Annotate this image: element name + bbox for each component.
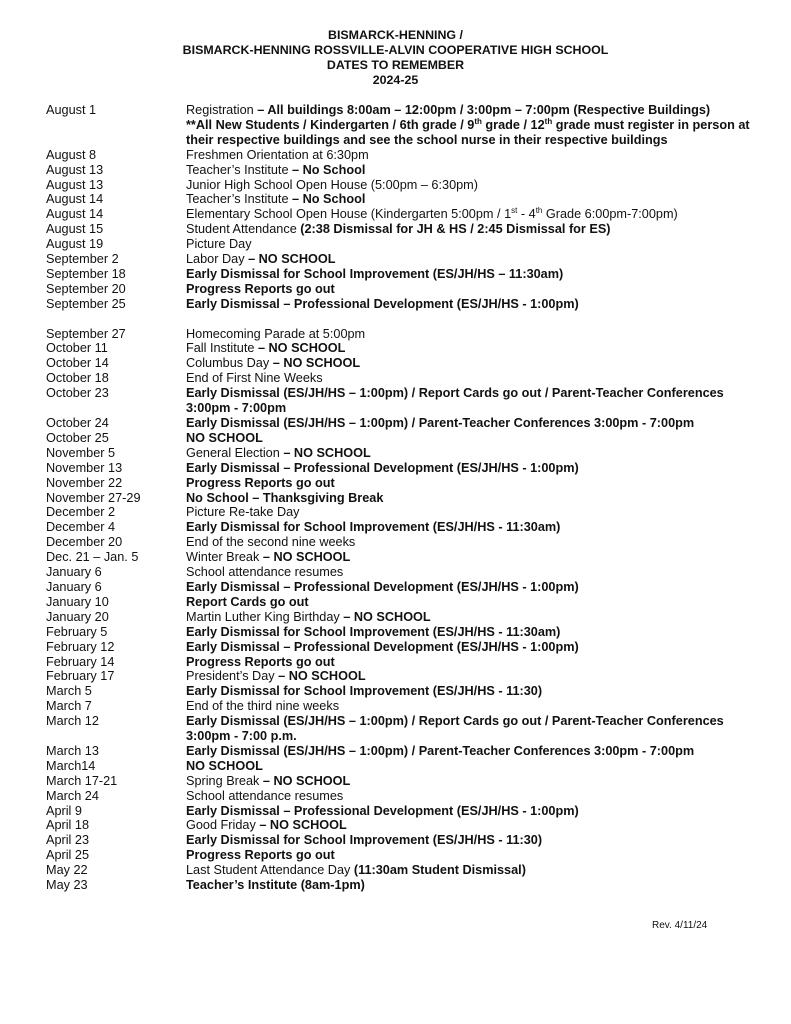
- event-date: March 12: [46, 714, 99, 729]
- event-date: October 25: [46, 430, 109, 445]
- event-date: March 13: [46, 743, 99, 758]
- date-row: [46, 431, 766, 446]
- event-description: [186, 789, 766, 804]
- date-row: [46, 520, 766, 535]
- bold-text: (11:30am Student Dismissal): [353, 863, 526, 878]
- event-date: March 17-21: [46, 773, 118, 788]
- text: President’s Day: [186, 669, 279, 684]
- event-description: [186, 520, 766, 535]
- date-row: [46, 818, 766, 833]
- bold-text: – No School: [292, 162, 366, 177]
- date-row: [46, 863, 766, 878]
- event-description: [186, 550, 766, 565]
- date-row: [46, 461, 766, 476]
- date-row: [46, 833, 766, 848]
- text: Labor Day: [186, 252, 249, 267]
- date-row: [46, 789, 766, 804]
- bold-text: – NO SCHOOL: [272, 356, 361, 371]
- text: Winter Break: [186, 550, 263, 565]
- event-description: [186, 833, 766, 848]
- date-row: [46, 192, 766, 207]
- event-date: December 2: [46, 505, 116, 520]
- date-row: [46, 684, 766, 699]
- date-row: [46, 163, 766, 178]
- bold-text: – All buildings 8:00am – 12:00pm / 3:00pm – 7:00pm (Respective Buildings): [257, 103, 711, 117]
- bold-text: Early Dismissal for School Improvement (ES/JH/HS – 11:30am): [186, 266, 564, 281]
- bold-text: Early Dismissal (ES/JH/HS – 1:00pm) / Report Cards go out / Parent-Teacher Conferences 3:00pm - 7:00pm: [186, 386, 724, 416]
- text: Picture Day: [186, 237, 252, 252]
- event-date: August 14: [46, 207, 104, 222]
- event-date: April 25: [46, 848, 90, 863]
- event-date: March 5: [46, 684, 92, 699]
- bold-text: Early Dismissal for School Improvement (ES/JH/HS - 11:30): [186, 684, 543, 699]
- bold-text: NO SCHOOL: [186, 758, 263, 773]
- bold-text: NO SCHOOL: [186, 430, 263, 445]
- bold-text: grade must register in person at their respective buildings and see the school nurse in their respective buildings: [186, 117, 750, 147]
- event-date: March14: [46, 758, 96, 773]
- event-date: August 19: [46, 237, 104, 252]
- text: Teacher’s Institute: [186, 192, 293, 207]
- event-description: [186, 476, 766, 491]
- event-description: [186, 655, 766, 670]
- document-title: DATES TO REMEMBER: [326, 57, 465, 72]
- event-date: January 20: [46, 609, 109, 624]
- bold-text: Early Dismissal for School Improvement (ES/JH/HS - 11:30am): [186, 520, 561, 535]
- event-description: [186, 699, 766, 714]
- event-description: [186, 148, 766, 163]
- event-date: September 27: [46, 326, 126, 341]
- event-date: February 12: [46, 639, 115, 654]
- bold-text: – NO SCHOOL: [262, 773, 351, 788]
- event-description: [186, 774, 766, 789]
- event-description: [186, 297, 766, 312]
- bold-text: Early Dismissal for School Improvement (ES/JH/HS - 11:30am): [186, 624, 561, 639]
- text: School attendance resumes: [186, 565, 344, 580]
- bold-text: – NO SCHOOL: [262, 550, 351, 565]
- date-row: [46, 371, 766, 386]
- event-date: August 1: [46, 103, 97, 117]
- text: School attendance resumes: [186, 788, 344, 803]
- date-row: [46, 222, 766, 237]
- event-date: August 8: [46, 147, 97, 162]
- date-row: [46, 640, 766, 655]
- event-description: [186, 178, 766, 193]
- date-row: [46, 848, 766, 863]
- event-description: [186, 461, 766, 476]
- text: Registration: [186, 103, 258, 117]
- event-date: February 17: [46, 669, 115, 684]
- bold-text: grade / 12: [481, 117, 545, 132]
- date-row: [46, 699, 766, 714]
- event-description: [186, 714, 766, 744]
- date-row: [46, 327, 766, 342]
- date-row: [46, 595, 766, 610]
- text: - 4: [517, 207, 536, 222]
- bold-text: – No School: [292, 192, 366, 207]
- date-row: [46, 282, 766, 297]
- event-description: [186, 327, 766, 342]
- date-row: [46, 356, 766, 371]
- text: End of the second nine weeks: [186, 535, 356, 550]
- text: Elementary School Open House (Kindergarten 5:00pm / 1: [186, 207, 512, 222]
- date-row: [46, 341, 766, 356]
- event-description: [186, 535, 766, 550]
- date-row: [46, 610, 766, 625]
- bold-text: Early Dismissal (ES/JH/HS – 1:00pm) / Parent-Teacher Conferences 3:00pm - 7:00pm: [186, 416, 695, 431]
- event-date: October 23: [46, 386, 109, 401]
- date-row: [46, 103, 766, 148]
- bold-text: – NO SCHOOL: [278, 669, 366, 684]
- event-description: [186, 595, 766, 610]
- bold-text: – NO SCHOOL: [248, 252, 336, 267]
- bold-text: Early Dismissal – Professional Development (ES/JH/HS - 1:00pm): [186, 460, 579, 475]
- event-description: [186, 371, 766, 386]
- date-row: [46, 535, 766, 550]
- revision-date: Rev. 4/11/24: [652, 920, 708, 931]
- date-row: [46, 491, 766, 506]
- date-row: [46, 878, 766, 893]
- event-date: October 14: [46, 356, 109, 371]
- bold-text: Early Dismissal (ES/JH/HS – 1:00pm) / Report Cards go out / Parent-Teacher Conferences 3:00pm - 7:00 p.m.: [186, 714, 724, 744]
- school-year: 2024-25: [372, 72, 419, 87]
- text: Student Attendance: [186, 222, 301, 237]
- date-row: [46, 744, 766, 759]
- text: Picture Re-take Day: [186, 505, 300, 520]
- bold-text: Early Dismissal – Professional Development (ES/JH/HS - 1:00pm): [186, 639, 579, 654]
- event-date: November 22: [46, 475, 123, 490]
- event-description: [186, 103, 766, 148]
- event-description: [186, 386, 766, 416]
- event-date: April 23: [46, 833, 90, 848]
- event-date: February 14: [46, 654, 115, 669]
- text: End of the third nine weeks: [186, 699, 340, 714]
- event-date: Dec. 21 – Jan. 5: [46, 550, 139, 565]
- text: General Election: [186, 445, 284, 460]
- bold-text: Early Dismissal for School Improvement (ES/JH/HS - 11:30): [186, 833, 543, 848]
- event-description: [186, 878, 766, 893]
- text: Columbus Day: [186, 356, 273, 371]
- event-description: [186, 237, 766, 252]
- text: Fall Institute: [186, 341, 258, 356]
- date-row: [46, 625, 766, 640]
- event-description: [186, 610, 766, 625]
- event-description: [186, 505, 766, 520]
- bold-text: – NO SCHOOL: [257, 341, 346, 356]
- event-date: October 24: [46, 416, 109, 431]
- event-description: [186, 759, 766, 774]
- superscript-ordinal: th: [544, 116, 553, 126]
- date-row: [46, 655, 766, 670]
- bold-text: Report Cards go out: [186, 594, 309, 609]
- date-row: [46, 416, 766, 431]
- event-description: [186, 863, 766, 878]
- event-date: January 10: [46, 594, 109, 609]
- event-description: [186, 192, 766, 207]
- date-row: [46, 476, 766, 491]
- superscript-ordinal: th: [474, 116, 482, 126]
- text: Good Friday: [186, 818, 260, 833]
- event-description: [186, 744, 766, 759]
- text: Freshmen Orientation at 6:30pm: [186, 147, 369, 162]
- bold-text: Progress Reports go out: [186, 281, 335, 296]
- bold-text: – NO SCHOOL: [343, 609, 431, 624]
- event-date: November 5: [46, 445, 116, 460]
- event-date: April 18: [46, 818, 90, 833]
- event-date: April 9: [46, 803, 82, 818]
- bold-text: **All New Students / Kindergarten / 6th grade / 9: [186, 117, 475, 132]
- date-row: [46, 774, 766, 789]
- date-row: [46, 267, 766, 282]
- event-description: [186, 640, 766, 655]
- date-row: [46, 148, 766, 163]
- event-date: August 14: [46, 192, 104, 207]
- event-date: March 24: [46, 788, 99, 803]
- event-description: [186, 341, 766, 356]
- event-date: January 6: [46, 579, 102, 594]
- text: Martin Luther King Birthday: [186, 609, 344, 624]
- date-row: [46, 252, 766, 267]
- event-description: [186, 356, 766, 371]
- bold-text: No School – Thanksgiving Break: [186, 490, 384, 505]
- event-description: [186, 565, 766, 580]
- event-description: [186, 580, 766, 595]
- text: End of First Nine Weeks: [186, 371, 323, 386]
- event-description: [186, 252, 766, 267]
- date-row: [46, 804, 766, 819]
- date-row: [46, 297, 766, 312]
- date-row: [46, 505, 766, 520]
- event-description: [186, 804, 766, 819]
- event-date: January 6: [46, 565, 102, 580]
- date-row: [46, 669, 766, 684]
- event-date: August 13: [46, 177, 104, 192]
- event-date: November 13: [46, 460, 123, 475]
- event-date: March 7: [46, 699, 92, 714]
- event-description: [186, 222, 766, 237]
- date-row: [46, 386, 766, 416]
- event-description: [186, 163, 766, 178]
- event-date: December 4: [46, 520, 116, 535]
- event-description: [186, 818, 766, 833]
- event-date: October 11: [46, 341, 108, 356]
- event-date: September 20: [46, 281, 126, 296]
- bold-text: Early Dismissal – Professional Development (ES/JH/HS - 1:00pm): [186, 296, 579, 311]
- bold-text: Early Dismissal (ES/JH/HS – 1:00pm) / Parent-Teacher Conferences 3:00pm - 7:00pm: [186, 743, 695, 758]
- date-row: [46, 446, 766, 461]
- event-date: February 5: [46, 624, 108, 639]
- event-description: [186, 669, 766, 684]
- date-row: [46, 759, 766, 774]
- event-description: [186, 684, 766, 699]
- district-name: BISMARCK-HENNING /: [328, 28, 463, 42]
- event-description: [186, 848, 766, 863]
- event-description: [186, 491, 766, 506]
- school-name: BISMARCK-HENNING ROSSVILLE-ALVIN COOPERATIVE HIGH SCHOOL: [182, 42, 609, 57]
- bold-text: – NO SCHOOL: [259, 818, 347, 833]
- event-date: May 23: [46, 878, 88, 893]
- dates-list: [46, 103, 766, 893]
- date-row: [46, 178, 766, 193]
- event-date: December 20: [46, 535, 123, 550]
- event-date: September 2: [46, 252, 119, 267]
- bold-text: Progress Reports go out: [186, 475, 335, 490]
- event-date: September 18: [46, 266, 126, 281]
- event-description: [186, 267, 766, 282]
- event-description: [186, 431, 766, 446]
- text: Last Student Attendance Day: [186, 863, 354, 878]
- date-row: [46, 207, 766, 222]
- document-header: [0, 28, 791, 88]
- superscript-ordinal: th: [535, 206, 543, 216]
- text: Grade 6:00pm-7:00pm): [542, 207, 678, 222]
- event-date: August 13: [46, 162, 104, 177]
- bold-text: Early Dismissal – Professional Development (ES/JH/HS - 1:00pm): [186, 579, 579, 594]
- event-description: [186, 625, 766, 640]
- event-description: [186, 416, 766, 431]
- date-row: [46, 237, 766, 252]
- event-date: October 18: [46, 371, 109, 386]
- bold-text: Progress Reports go out: [186, 848, 335, 863]
- date-row: [46, 714, 766, 744]
- event-description: [186, 282, 766, 297]
- bold-text: (2:38 Dismissal for JH & HS / 2:45 Dismissal for ES): [300, 222, 611, 237]
- bold-text: – NO SCHOOL: [283, 445, 371, 460]
- date-row: [46, 550, 766, 565]
- bold-text: Early Dismissal – Professional Development (ES/JH/HS - 1:00pm): [186, 803, 579, 818]
- event-date: November 27-29: [46, 490, 141, 505]
- event-date: May 22: [46, 863, 88, 878]
- text: Homecoming Parade at 5:00pm: [186, 326, 366, 341]
- bold-text: Teacher’s Institute (8am-1pm): [186, 878, 365, 893]
- event-description: [186, 207, 766, 222]
- date-row: [46, 565, 766, 580]
- superscript-ordinal: st: [511, 206, 518, 216]
- text: Spring Break: [186, 773, 263, 788]
- event-date: August 15: [46, 222, 104, 237]
- date-row: [46, 580, 766, 595]
- event-description: [186, 446, 766, 461]
- bold-text: Progress Reports go out: [186, 654, 335, 669]
- text: Teacher’s Institute: [186, 162, 293, 177]
- event-date: September 25: [46, 296, 126, 311]
- text: Junior High School Open House (5:00pm – 6:30pm): [186, 177, 478, 192]
